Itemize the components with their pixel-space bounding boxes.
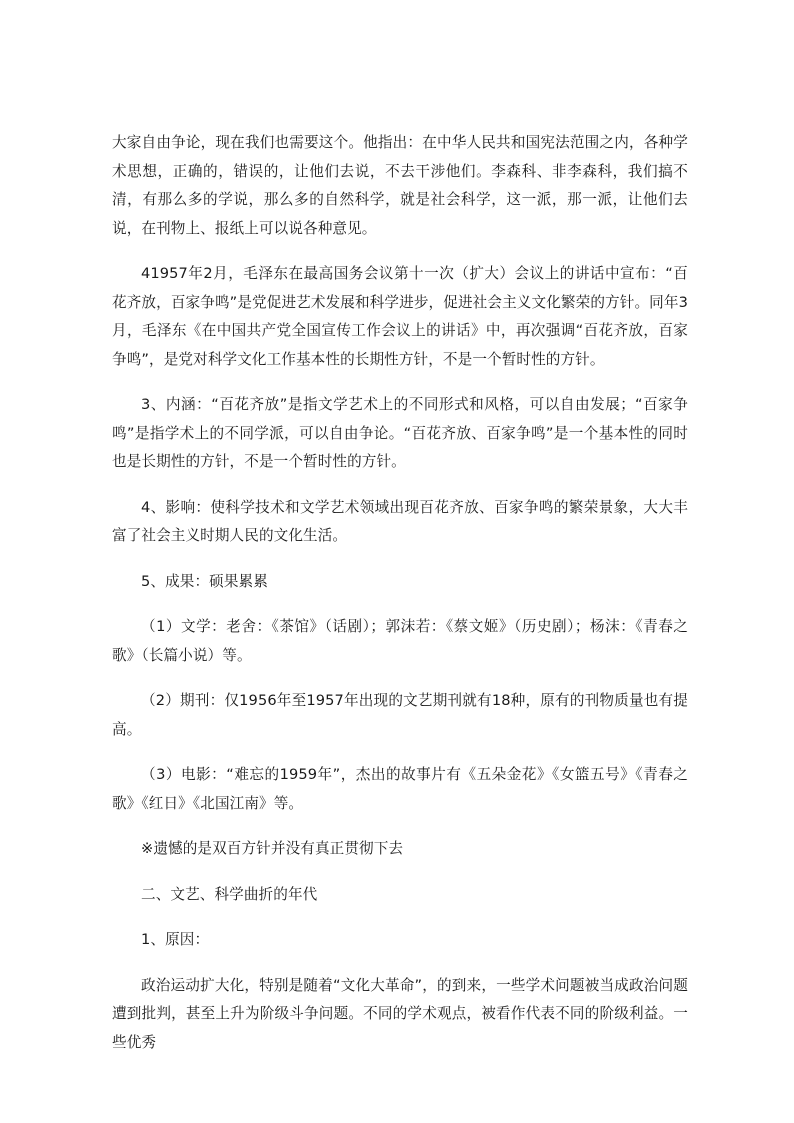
paragraph-films: （3）电影：“难忘的1959年”，杰出的故事片有《五朵金花》《女篮五号》《青春之歌》《红日》《北国江南》等。: [112, 766, 688, 812]
paragraph-influence: 4、影响：使科学技术和文学艺术领域出现百花齐放、百家争鸣的繁荣景象，大大丰富了社会主义时期人民的文化生活。: [112, 498, 688, 544]
paragraph-literature: （1）文学：老舍：《茶馆》（话剧）；郭沫若：《蔡文姬》（历史剧）；杨沫：《青春之歌》（长篇小说）等。: [112, 618, 688, 664]
paragraph-continuation: 大家自由争论，现在我们也需要这个。他指出：在中华人民共和国宪法范围之内，各种学术思想，正确的，错误的，让他们去说，不去干涉他们。李森科、非李森科，我们搞不清，有那么多的学说，那么多的自然科学，就是社会科学，这一派，那一派，让他们去说，在刊物上、报纸上可以说各种意见。: [112, 134, 688, 237]
subheading-reasons: 1、原因：: [141, 931, 210, 948]
section-heading-two: 二、文艺、科学曲折的年代: [141, 885, 318, 903]
paragraph-reasons: 政治运动扩大化，特别是随着“文化大革命”，的到来，一些学术问题被当成政治问题遭到批判，甚至上升为阶级斗争问题。不同的学术观点，被看作代表不同的阶级利益。一些优秀: [112, 976, 688, 1051]
paragraph-regret-note: ※遗憾的是双百方针并没有真正贯彻下去: [141, 840, 404, 857]
paragraph-periodicals: （2）期刊：仅1956年至1957年出现的文艺期刊就有18种，原有的刊物质量也有提高。: [112, 692, 688, 738]
paragraph-1957-policy: 41957年2月，毛泽东在最高国务会议第十一次（扩大）会议上的讲话中宣布：“百花齐放，百家争鸣”是党促进艺术发展和科学进步，促进社会主义文化繁荣的方针。同年3月，毛泽东《在中国共产党全国宣传工作会议上的讲话》中，再次强调“百花齐放，百家争鸣”，是党对科学文化工作基本性的长期性方针，不是一个暂时性的方针。: [112, 265, 688, 368]
paragraph-connotation: 3、内涵：“百花齐放”是指文学艺术上的不同形式和风格，可以自由发展；“百家争鸣”是指学术上的不同学派，可以自由争论。“百花齐放、百家争鸣”是一个基本性的同时也是长期性的方针，不是一个暂时性的方针。: [112, 396, 688, 470]
paragraph-achievements: 5、成果：硕果累累: [141, 572, 268, 590]
document-body: [112, 129, 688, 1074]
